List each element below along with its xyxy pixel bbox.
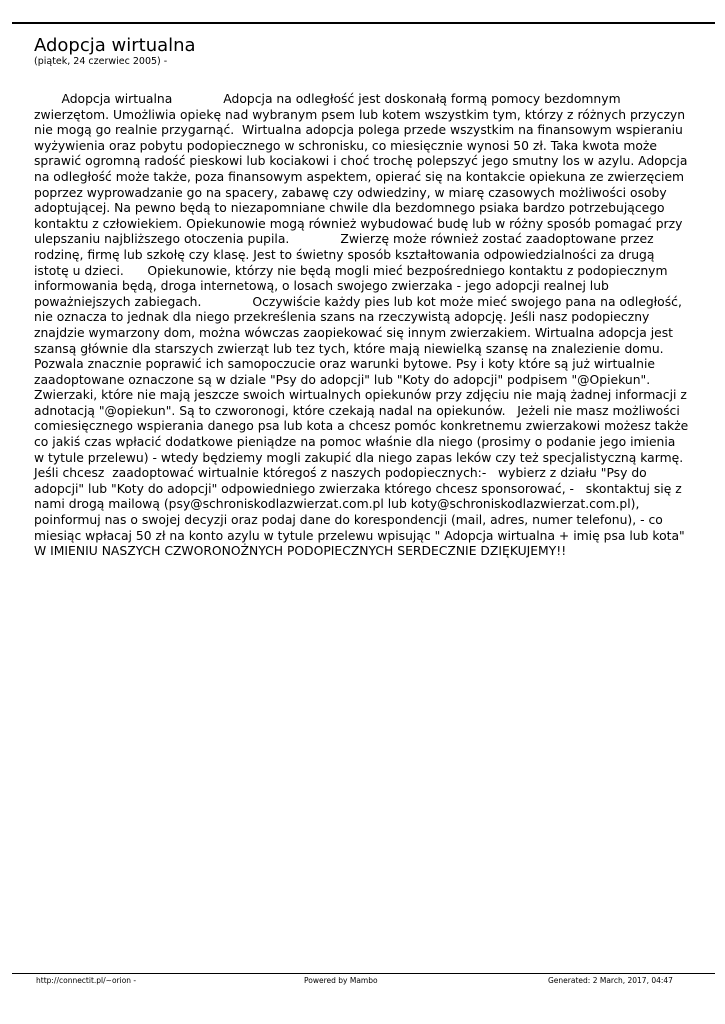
footer-generated: Generated: 2 March, 2017, 04:47 [548,976,673,985]
footer-url: http://connectit.pl/~orion - [36,976,137,985]
article-date: (piątek, 24 czerwiec 2005) - [34,56,168,67]
footer-powered-by: Powered by Mambo [304,976,378,985]
article-body [34,92,693,560]
article-body-text: Adopcja wirtualna Adopcja na odległość jest doskonałą formą pomocy bezdomnym zwierzętom. Umożliwia opiekę nad wybranym psem lub kotem wszystkim tym, którzy z różnych przyczyn nie mogą go realnie przygarnąć. Wirtualna adopcja polega przede wszystkim na finansowym wspieraniu wyżywienia oraz pobytu podopiecznego w schronisku, co miesięcznie wynosi 50 zł. Taka kwota może sprawić ogromną radość pieskowi lub kociakowi i choć trochę polepszyć jego smutny los w azylu. Adopcja na odległość może także, poza finansowym aspektem, opierać się na kontakcie opiekuna ze zwierzęciem poprzez wyprowadzanie go na spacery, zabawę czy odwiedziny, w miarę czasowych możliwości osoby adoptującej. Na pewno będą to niezapomniane chwile dla bezdomnego psiaka bardzo potrzebującego kontaktu z człowiekiem. Opiekunowie mogą również wybudować budę lub w różny sposób pomagać przy ulepszaniu najbliższego otoczenia pupila. Zwierzę może również zostać zaadoptowane przez rodzinę, firmę lub szkołę czy klasę. Jest to świetny sposób kształtowania odpowiedzialności za drugą istotę u dzieci. Opiekunowie, którzy nie będą mogli mieć bezpośredniego kontaktu z podopiecznym informowania będą, droga internetową, o losach swojego zwierzaka - jego adopcji realnej lub poważniejszych zabiegach. Oczywiście każdy pies lub kot może mieć swojego pana na odległość, nie oznacza to jednak dla niego przekreślenia szans na rzeczywistą adopcję. Jeśli nasz podopieczny znajdzie wymarzony dom, można wówczas zaopiekować się innym zwierzakiem. Wirtualna adopcja jest szansą głównie dla starszych zwierząt lub tez tych, które mają niewielką szansę na znalezienie domu. Pozwala znacznie poprawić ich samopoczucie oraz warunki bytowe. Psy i koty które są już wirtualnie zaadoptowane oznaczone są w dziale "Psy do adopcji" lub "Koty do adopcji" podpisem "@Opiekun". Zwierzaki, które nie mają jeszcze swoich wirtualnych opiekunów przy zdjęciu nie mają żadnej informacji z adnotacją "@opiekun". Są to czworonogi, które czekają nadal na opiekunów. Jeżeli nie masz możliwości comiesięcznego wspierania danego psa lub kota a chcesz pomóc konkretnemu zwierzakowi możesz także co jakiś czas wpłacić dodatkowe pieniądze na pomoc właśnie dla niego (prosimy o podanie jego imienia w tytule przelewu) - wtedy będziemy mogli zakupić dla niego zapas leków czy też specjalistyczną karmę. Jeśli chcesz zaadoptować wirtualnie któregoś z naszych podopiecznych:- wybierz z działu "Psy do adopcji" lub "Koty do adopcji" odpowiedniego zwierzaka którego chcesz sponsorować, - skontaktuj się z nami drogą mailową (psy@schroniskodlazwierzat.com.pl lub koty@schroniskodlazwierzat.com.pl), poinformuj nas o swojej decyzji oraz podaj dane do korespondencji (mail, adres, numer telefonu), - co miesiąc wpłacaj 50 zł na konto azylu w tytule przelewu wpisując " Adopcja wirtualna + imię psa lub kota" W IMIENIU NASZYCH CZWORONOŻNYCH PODOPIECZNYCH SERDECZNIE DZIĘKUJEMY!! [34,92,693,559]
footer-divider [12,973,715,974]
header-divider [12,22,715,24]
article-title: Adopcja wirtualna [34,35,196,56]
